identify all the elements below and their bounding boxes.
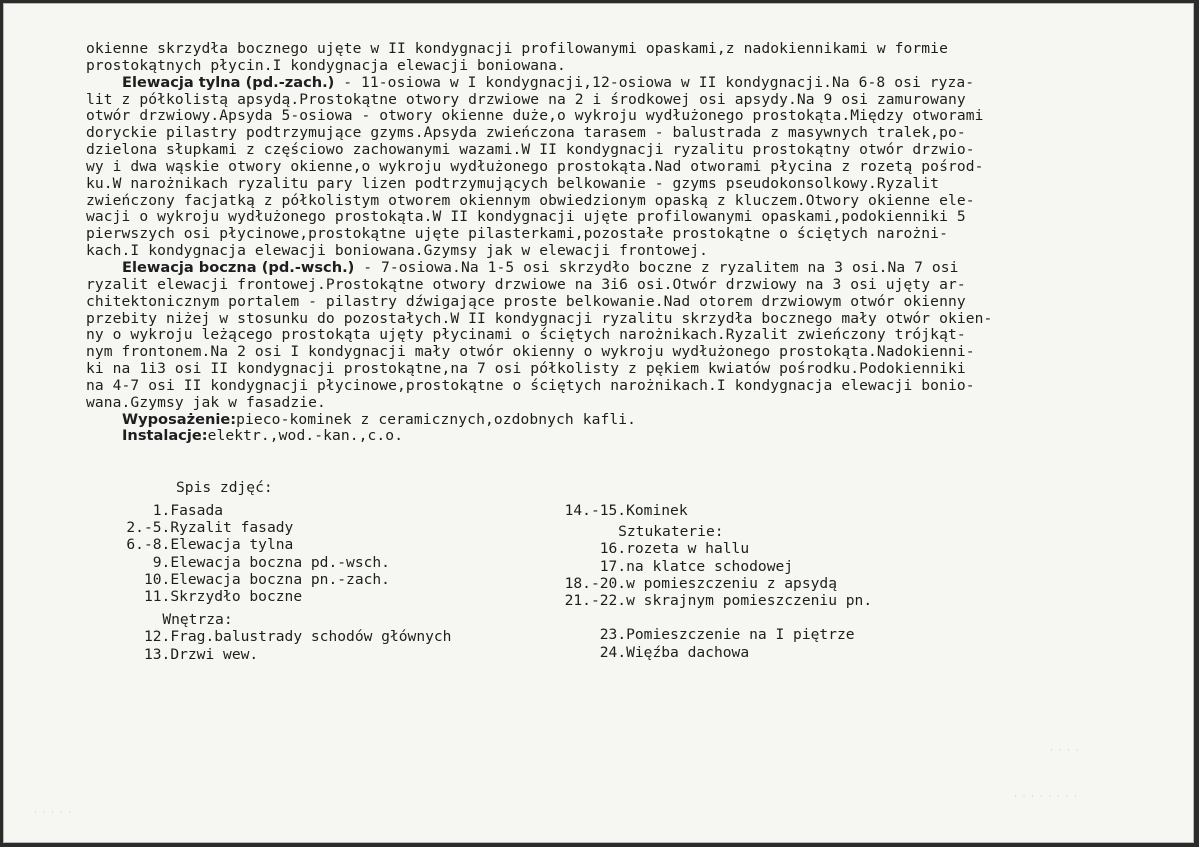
- text-line: [86, 176, 1126, 193]
- list-spacer: [561, 609, 872, 626]
- list-item-label: w pomieszczeniu z apsydą: [626, 574, 837, 592]
- document-page: [3, 3, 1194, 843]
- text-line: [86, 327, 1126, 344]
- list-item-label: w skrajnym pomieszczeniu pn.: [626, 592, 873, 610]
- text-line: [86, 311, 1126, 328]
- list-item: [561, 592, 872, 609]
- line-text: - 7-osiowa.Na 1-5 osi skrzydło boczne z ryzalitem na 3 osi.Na 7 osi: [354, 258, 959, 276]
- list-item-number: 18.-20.: [564, 574, 627, 592]
- photo-list-right: [561, 502, 872, 661]
- text-line: [86, 159, 1126, 176]
- line-text: lit z półkolistą apsydą.Prostokątne otwory drzwiowe na 2 i środkowej osi apsydy.Na 9 osi zamurowany: [86, 90, 966, 108]
- line-text: pierwszych osi płycinowe,prostokątne ujęte pilasterkami,pozostałe prostokątne o ściętych narożni-: [86, 225, 948, 243]
- section-heading: Elewacja boczna (pd.-wsch.): [122, 258, 355, 276]
- line-text: wana.Gzymsy jak w fasadzie.: [86, 393, 326, 411]
- list-item: [561, 575, 872, 592]
- list-item: [561, 644, 872, 661]
- body-text: [86, 41, 1126, 445]
- list-item: [561, 502, 872, 519]
- list-item-number: 12.: [143, 628, 171, 646]
- text-line: [86, 108, 1126, 125]
- photo-list-title: [176, 479, 273, 496]
- list-item: [114, 628, 451, 645]
- text-line: [86, 92, 1126, 109]
- list-item-number: 16.: [599, 540, 627, 558]
- list-item: [114, 502, 451, 519]
- list-item: [561, 626, 872, 643]
- line-text: elektr.,wod.-kan.,c.o.: [207, 427, 404, 445]
- photo-list-left: [114, 502, 451, 663]
- line-text: - 11-osiowa w I kondygnacji,12-osiowa w II kondygnacji.Na 6-8 osi ryza-: [334, 73, 975, 91]
- line-text: prostokątnych płycin.I kondygnacja elewacji boniowana.: [86, 56, 566, 74]
- text-line: [86, 344, 1126, 361]
- list-item-number: 23.: [599, 626, 627, 644]
- list-item: [561, 540, 872, 557]
- list-item: [114, 554, 451, 571]
- list-item-label: Elewacja tylna: [170, 536, 294, 554]
- text-line: [86, 428, 1126, 445]
- list-item-label: Elewacja boczna pd.-wsch.: [170, 553, 390, 571]
- list-item: [561, 558, 872, 575]
- text-line: [86, 193, 1126, 210]
- text-line: [86, 378, 1126, 395]
- list-subheading-text: Sztukaterie:: [618, 523, 724, 541]
- list-item-number: 13.: [143, 645, 171, 663]
- list-subheading-text: Wnętrza:: [162, 611, 233, 629]
- text-line: [86, 58, 1126, 75]
- line-text: okienne skrzydła bocznego ujęte w II kondygnacji profilowanymi opaskami,z nadokiennikami w formie: [86, 40, 948, 57]
- line-text: ryzalit elewacji frontowej.Prostokątne otwory drzwiowe na 3i6 osi.Otwór drzwiowy na 3 osi ujęty ar-: [86, 275, 966, 293]
- line-text: wy i dwa wąskie otwory okienne,o wykroju wydłużonego prostokąta.Nad otworami płycina z rozetą pośrod-: [86, 157, 984, 175]
- line-text: otwór drzwiowy.Apsyda 5-osiowa - otwory okienne duże,o wykroju wydłużonego prostokąta.Między otworami: [86, 107, 984, 125]
- list-item-number: 1.: [152, 502, 171, 519]
- line-text: pieco-kominek z ceramicznych,ozdobnych kafli.: [236, 410, 637, 428]
- list-item: [114, 571, 451, 588]
- list-item-number: 21.-22.: [564, 592, 627, 610]
- list-item: [114, 519, 451, 536]
- list-item-number: 9.: [152, 553, 171, 571]
- faint-stamp-mark: · · · ·: [1050, 746, 1079, 756]
- line-text: na 4-7 osi II kondygnacji płycinowe,prostokątne o ściętych narożnikach.I kondygnacja elewacji bonio-: [86, 376, 975, 394]
- text-line: [86, 209, 1126, 226]
- text-line: [86, 226, 1126, 243]
- list-item-label: rozeta w hallu: [626, 540, 750, 558]
- list-item-number: 14.-15.: [564, 502, 627, 519]
- line-text: ki na 1i3 osi II kondygnacji prostokątne,na 7 osi półkolisty z pękiem kwiatów pośrodku.Podokienniki: [86, 360, 966, 378]
- list-item-label: Kominek: [626, 502, 688, 519]
- line-text: nym frontonem.Na 2 osi I kondygnacji mały otwór okienny o wykroju wydłużonego prostokąta.Nadokienni-: [86, 343, 975, 361]
- line-text: wacji o wykroju wydłużonego prostokąta.W II kondygnacji ujęte profilowanymi opaskami,podokienniki 5: [86, 208, 966, 226]
- text-line: [86, 412, 1126, 429]
- section-heading: Instalacje:: [122, 427, 208, 445]
- list-item-label: Więźba dachowa: [626, 643, 750, 661]
- line-text: kach.I kondygnacja elewacji boniowana.Gzymsy jak w elewacji frontowej.: [86, 242, 709, 260]
- line-text: doryckie pilastry podtrzymujące gzyms.Apsyda zwieńczona tarasem - balustrada z masywnych tralek,po-: [86, 124, 966, 142]
- line-text: ku.W narożnikach ryzalitu pary lizen podtrzymujących belkowanie - gzyms pseudokonsolkowy.Ryzalit: [86, 174, 940, 192]
- faint-stamp-mark: · · · · ·: [34, 808, 72, 818]
- list-item-label: Elewacja boczna pn.-zach.: [170, 570, 390, 588]
- text-line: [86, 243, 1126, 260]
- list-item-number: 24.: [599, 643, 627, 661]
- text-line: [86, 395, 1126, 412]
- text-line: [86, 277, 1126, 294]
- line-text: zwieńczony facjatką z półkolistym otworem okiennym obwiedzionym opaską z kluczem.Otwory okienne ele-: [86, 191, 975, 209]
- line-text: przebity niżej w stosunku do pozostałych.W II kondygnacji ryzalitu skrzydła bocznego mały otwór okien-: [86, 309, 993, 327]
- list-item-label: Pomieszczenie na I piętrze: [626, 626, 855, 644]
- text-line: [86, 260, 1126, 277]
- section-heading: Elewacja tylna (pd.-zach.): [122, 73, 335, 91]
- text-line: [86, 142, 1126, 159]
- list-item-label: Frag.balustrady schodów głównych: [170, 628, 452, 646]
- list-item-number: 11.: [143, 588, 171, 606]
- list-item-number: 17.: [599, 557, 627, 575]
- line-text: dzielona słupkami z częściowo zachowanymi wazami.W II kondygnacji ryzalitu prostokątny otwór drzwio-: [86, 141, 975, 159]
- list-item-label: na klatce schodowej: [626, 557, 794, 575]
- list-subheading: [114, 611, 451, 628]
- list-item-label: Ryzalit fasady: [170, 519, 294, 537]
- list-item-number: 10.: [143, 570, 171, 588]
- line-text: ny o wykroju leżącego prostokąta ujęty płycinami o ściętych narożnikach.Ryzalit zwieńczony trójkąt-: [86, 326, 966, 344]
- text-line: [86, 361, 1126, 378]
- list-item-number: 2.-5.: [126, 519, 171, 537]
- line-text: chitektonicznym portalem - pilastry dźwigające proste belkowanie.Nad otorem drzwiowym otwór okienny: [86, 292, 966, 310]
- list-item: [114, 646, 451, 663]
- faint-stamp-mark: · · · · · · · ·: [1014, 792, 1077, 802]
- text-line: [86, 125, 1126, 142]
- section-heading: Wyposażenie:: [122, 410, 237, 428]
- text-line: [86, 41, 1126, 58]
- list-item-number: 6.-8.: [126, 536, 171, 554]
- list-item-label: Skrzydło boczne: [170, 588, 303, 606]
- list-item: [114, 536, 451, 553]
- text-line: [86, 75, 1126, 92]
- text-line: [86, 294, 1126, 311]
- list-subheading: [561, 523, 872, 540]
- list-item-label: Fasada: [170, 502, 224, 519]
- photo-list-title-text: Spis zdjęć:: [176, 479, 273, 496]
- list-item: [114, 588, 451, 605]
- list-item-label: Drzwi wew.: [170, 645, 259, 663]
